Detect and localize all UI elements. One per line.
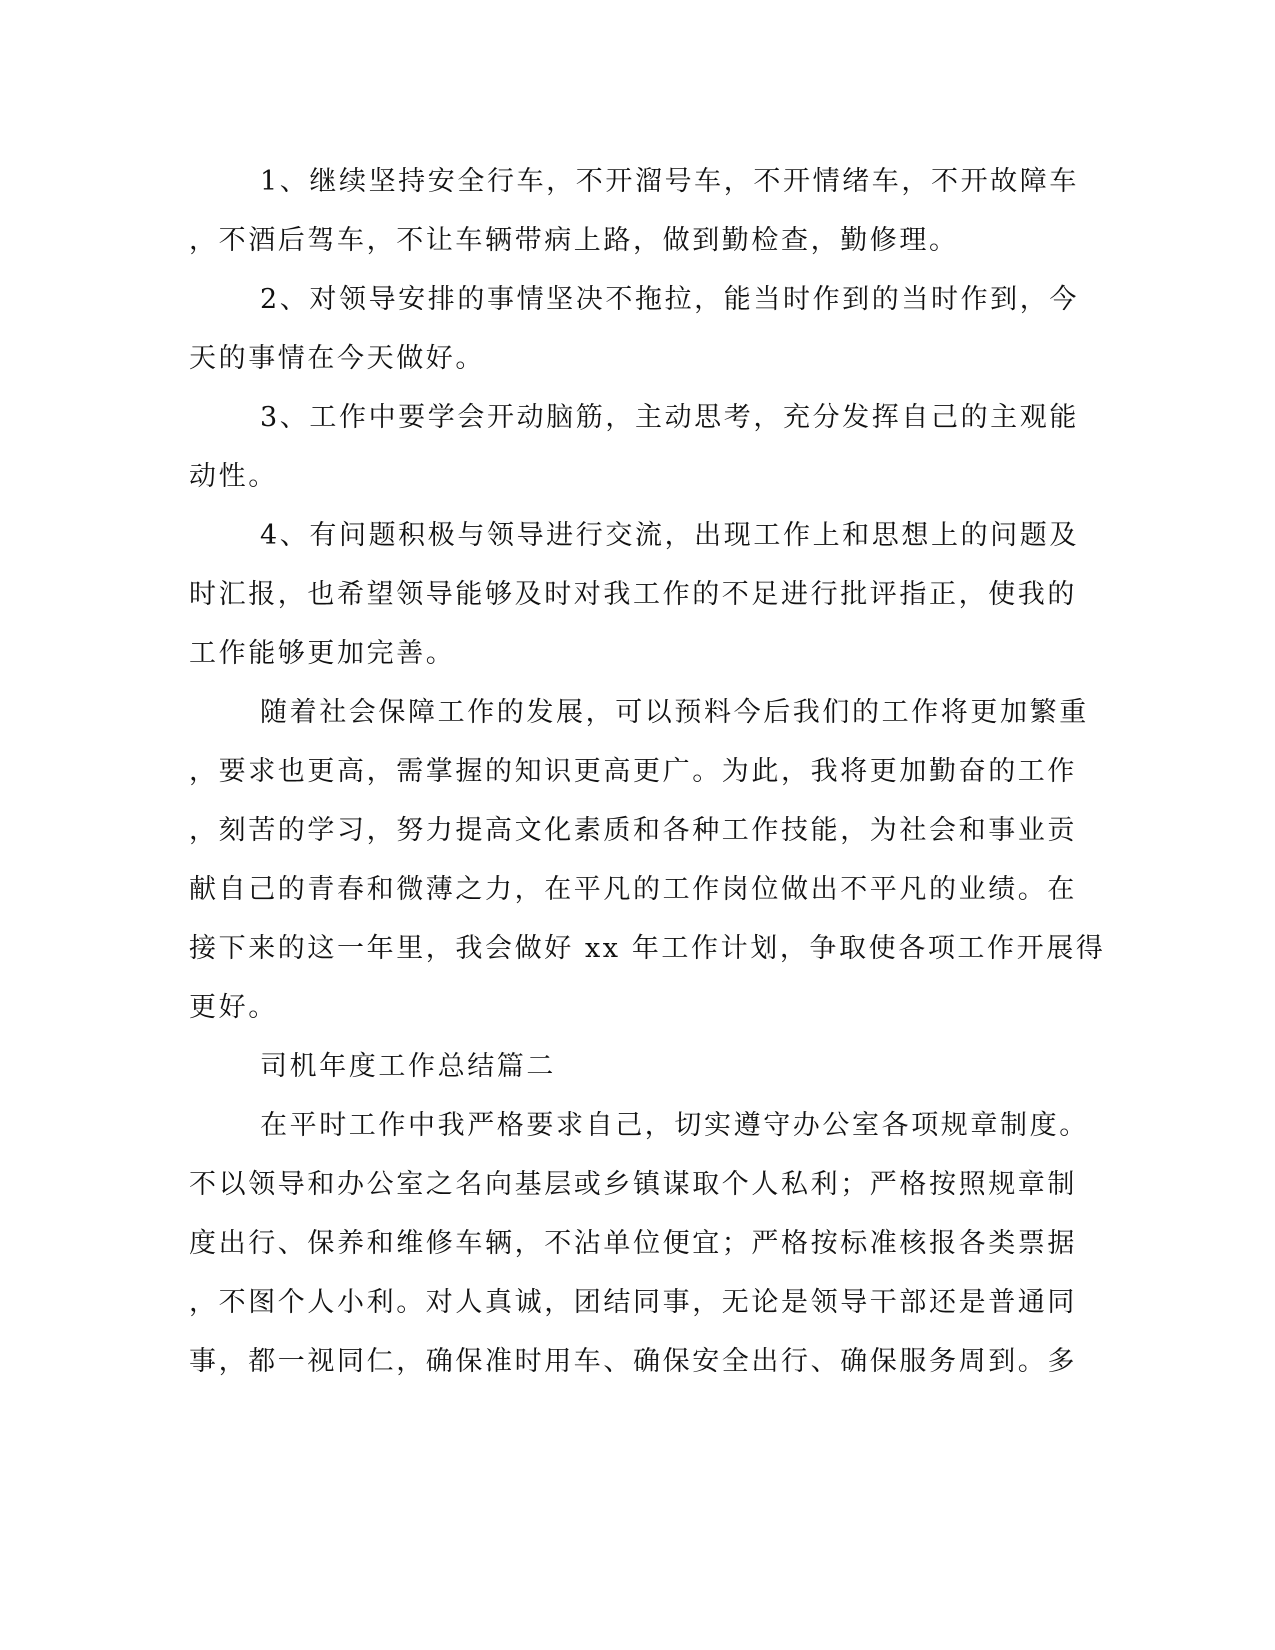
text-line: ，要求也更高，需掌握的知识更高更广。为此，我将更加勤奋的工作	[189, 756, 1077, 787]
text-line: 时汇报，也希望领导能够及时对我工作的不足进行批评指正，使我的	[189, 579, 1077, 610]
text-line: 4、有问题积极与领导进行交流，出现工作上和思想上的问题及	[260, 520, 1079, 551]
text-line: 2、对领导安排的事情坚决不拖拉，能当时作到的当时作到，今	[260, 284, 1079, 315]
text-line: 接下来的这一年里，我会做好 xx 年工作计划，争取使各项工作开展得	[189, 933, 1106, 964]
text-line: 更好。	[189, 992, 278, 1023]
text-line: 度出行、保养和维修车辆，不沾单位便宜；严格按标准核报各类票据	[189, 1228, 1077, 1259]
text-line: 在平时工作中我严格要求自己，切实遵守办公室各项规章制度。	[260, 1110, 1089, 1141]
text-line: 1、继续坚持安全行车，不开溜号车，不开情绪车，不开故障车	[260, 166, 1079, 197]
text-line: ，刻苦的学习，努力提高文化素质和各种工作技能，为社会和事业贡	[189, 815, 1077, 846]
text-line: 献自己的青春和微薄之力，在平凡的工作岗位做出不平凡的业绩。在	[189, 874, 1077, 905]
text-line: ，不图个人小利。对人真诚，团结同事，无论是领导干部还是普通同	[189, 1287, 1077, 1318]
text-line: 天的事情在今天做好。	[189, 343, 485, 374]
text-line: 工作能够更加完善。	[189, 638, 456, 669]
text-line: 事，都一视同仁，确保准时用车、确保安全出行、确保服务周到。多	[189, 1346, 1077, 1377]
text-line: ，不酒后驾车，不让车辆带病上路，做到勤检查，勤修理。	[189, 225, 959, 256]
text-line: 不以领导和办公室之名向基层或乡镇谋取个人私利；严格按照规章制	[189, 1169, 1077, 1200]
text-line: 动性。	[189, 461, 278, 492]
section-heading: 司机年度工作总结篇二	[260, 1051, 556, 1082]
text-line: 随着社会保障工作的发展，可以预料今后我们的工作将更加繁重	[260, 697, 1089, 728]
text-line: 3、工作中要学会开动脑筋，主动思考，充分发挥自己的主观能	[260, 402, 1079, 433]
